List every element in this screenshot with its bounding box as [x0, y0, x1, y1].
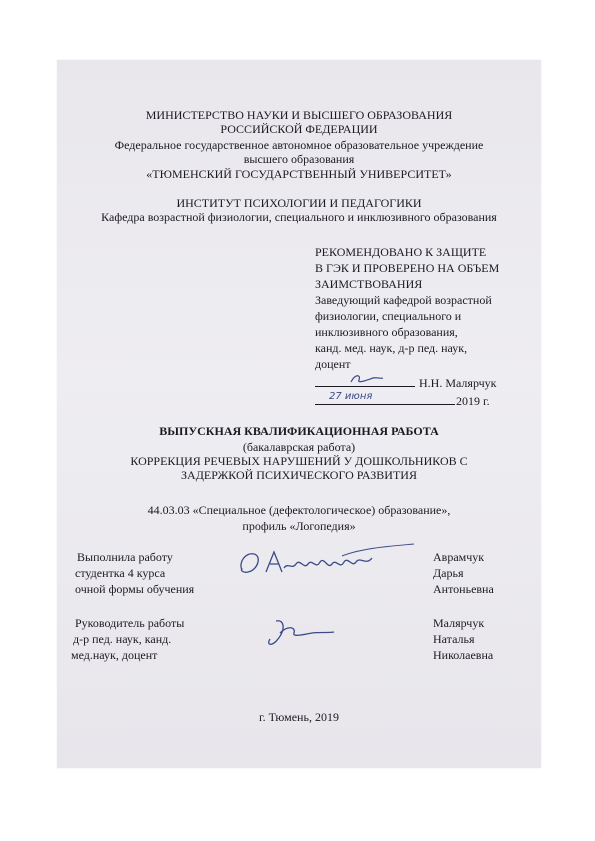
institute-name: ИНСТИТУТ ПСИХОЛОГИИ И ПЕДАГОГИКИ	[176, 196, 422, 210]
supervisor-signature	[262, 615, 342, 655]
program-line-2: профиль «Логопедия»	[242, 519, 356, 533]
supervisor-label-line-1: Руководитель работы	[75, 616, 185, 630]
author-surname: Аврамчук	[433, 550, 485, 564]
thesis-type: ВЫПУСКНАЯ КВАЛИФИКАЦИОННАЯ РАБОТА	[159, 424, 439, 438]
date-handwritten: 27 июня	[329, 391, 373, 402]
thesis-title-line-2: ЗАДЕРЖКОЙ ПСИХИЧЕСКОГО РАЗВИТИЯ	[181, 468, 417, 482]
date-line	[315, 404, 455, 405]
head-name: Н.Н. Малярчук	[419, 376, 497, 390]
department-name: Кафедра возрастной физиологии, специального и инклюзивного образования	[101, 210, 497, 224]
ministry-line-2: РОССИЙСКОЙ ФЕДЕРАЦИИ	[220, 122, 378, 136]
author-label-line-2: студентка 4 курса	[75, 566, 166, 580]
date-year: 2019 г.	[456, 394, 490, 408]
head-title-line-5: доцент	[315, 357, 351, 371]
thesis-title-line-1: КОРРЕКЦИЯ РЕЧЕВЫХ НАРУШЕНИЙ У ДОШКОЛЬНИКОВ С	[130, 454, 468, 468]
approval-line-3: ЗАИМСТВОВАНИЯ	[315, 277, 423, 291]
ministry-line-1: МИНИСТЕРСТВО НАУКИ И ВЫСШЕГО ОБРАЗОВАНИЯ	[145, 108, 453, 122]
author-label-line-1: Выполнила работу	[77, 550, 173, 564]
document-page	[57, 60, 541, 768]
federal-line-2: высшего образования	[243, 152, 355, 166]
supervisor-name: Наталья	[433, 632, 475, 646]
supervisor-patronymic: Николаевна	[433, 648, 494, 662]
city-year: г. Тюмень, 2019	[259, 710, 339, 724]
supervisor-label-line-3: мед.наук, доцент	[71, 648, 158, 662]
author-name: Дарья	[433, 566, 464, 580]
head-signature-small	[347, 370, 387, 388]
federal-line-1: Федеральное государственное автономное образовательное учреждение	[114, 138, 484, 152]
program-line-1: 44.03.03 «Специальное (дефектологическое) образование»,	[147, 503, 451, 517]
approval-line-2: В ГЭК И ПРОВЕРЕНО НА ОБЪЕМ	[315, 261, 500, 275]
author-signature	[232, 540, 422, 585]
approval-line-1: РЕКОМЕНДОВАНО К ЗАЩИТЕ	[315, 245, 487, 259]
author-patronymic: Антоньевна	[433, 582, 494, 596]
author-label-line-3: очной формы обучения	[75, 582, 195, 596]
university-name: «ТЮМЕНСКИЙ ГОСУДАРСТВЕННЫЙ УНИВЕРСИТЕТ»	[146, 167, 452, 181]
head-title-line-4: канд. мед. наук, д-р пед. наук,	[315, 341, 468, 355]
head-title-line-1: Заведующий кафедрой возрастной	[315, 293, 492, 307]
head-title-line-2: физиологии, специального и	[315, 309, 462, 323]
supervisor-surname: Малярчук	[433, 616, 485, 630]
thesis-subtype: (бакалаврская работа)	[242, 440, 356, 454]
supervisor-label-line-2: д-р пед. наук, канд.	[73, 632, 172, 646]
head-title-line-3: инклюзивного образования,	[315, 325, 458, 339]
